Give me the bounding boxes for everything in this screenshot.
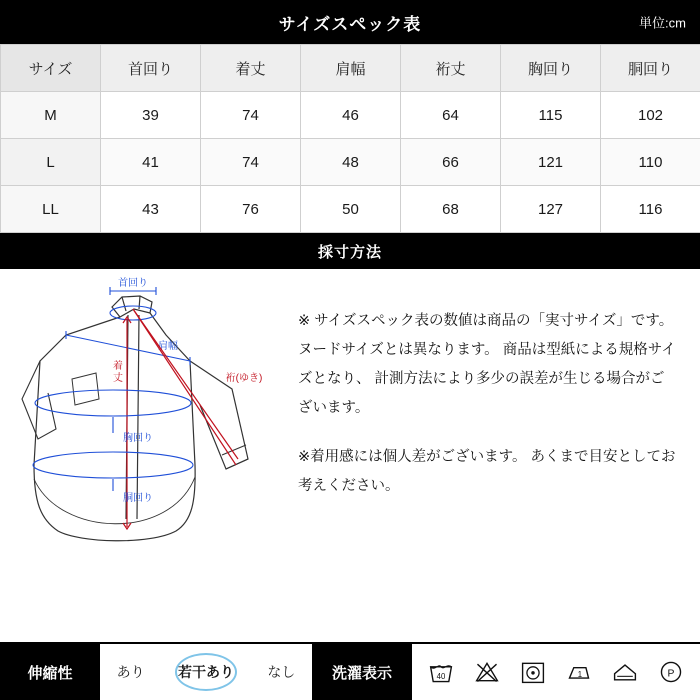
iron-1-icon [566, 659, 592, 685]
shirt-illustration-svg [0, 269, 290, 569]
cell-waist: 110 [601, 139, 700, 186]
cell-neck: 43 [101, 186, 201, 233]
cell-waist: 116 [601, 186, 700, 233]
cell-chest: 127 [501, 186, 601, 233]
measure-section-band [0, 233, 700, 269]
cell-size: L [1, 139, 101, 186]
cell-neck: 41 [101, 139, 201, 186]
cell-waist: 102 [601, 92, 700, 139]
column-header-chest: 胸回り [501, 45, 601, 92]
wash-icons [412, 644, 700, 700]
column-header-length: 着丈 [201, 45, 301, 92]
measure-section [0, 269, 700, 617]
wash-label: 洗濯表示 [312, 644, 412, 700]
professional-care-icon [658, 659, 684, 685]
wash-40-icon-text: 40 [436, 671, 446, 681]
iron-1-icon-text: 1 [577, 670, 583, 680]
label-shoulder: 肩幅 [158, 341, 178, 352]
cell-chest: 115 [501, 92, 601, 139]
stretch-option-ari[interactable]: あり [116, 664, 145, 680]
unit-label: 単位:cm [639, 15, 686, 31]
label-length-2: 丈 [113, 373, 123, 384]
stretch-label: 伸縮性 [0, 644, 100, 700]
column-header-neck: 首回り [101, 45, 201, 92]
note-2: ※着用感には個人差がございます。 あくまで目安としてお考えください。 [298, 449, 676, 494]
measure-section-title: 採寸方法 [317, 243, 382, 261]
cell-size: M [1, 92, 101, 139]
column-header-sleeve: 裄丈 [401, 45, 501, 92]
column-header-size: サイズ [1, 45, 101, 92]
cell-sleeve: 68 [401, 186, 501, 233]
tumble-dry-icon [520, 659, 546, 685]
label-sleeve: 裄(ゆき) [225, 373, 263, 384]
page-header [0, 0, 700, 44]
footer-bar [0, 642, 700, 700]
label-waist: 胴回り [123, 493, 153, 504]
page-title: サイズスペック表 [278, 14, 422, 34]
cell-chest: 121 [501, 139, 601, 186]
column-header-shoulder: 肩幅 [301, 45, 401, 92]
professional-care-icon-text: P [667, 668, 675, 680]
wash-40-icon [428, 659, 454, 685]
label-chest: 胸回り [123, 433, 153, 444]
column-header-waist: 胴回り [601, 45, 700, 92]
note-1: ※ サイズスペック表の数値は商品の「実寸サイズ」です。 ヌードサイズとは異なります。 商品は型紙による規格サイズとなり、 計測方法により多少の誤差が生じる場合がございます。 [298, 313, 676, 416]
cell-sleeve: 64 [401, 92, 501, 139]
cell-length: 74 [201, 139, 301, 186]
stretch-option-jakkan-ari[interactable]: 若干あり [176, 658, 236, 686]
cell-length: 76 [201, 186, 301, 233]
shirt-diagram [0, 269, 290, 617]
table-row [1, 92, 700, 139]
stretch-options [100, 644, 312, 700]
cell-sleeve: 66 [401, 139, 501, 186]
size-spec-table [0, 44, 700, 233]
cell-length: 74 [201, 92, 301, 139]
table-row [1, 186, 700, 233]
cell-size: LL [1, 186, 101, 233]
label-length: 着 [113, 361, 123, 372]
stretch-option-nashi[interactable]: なし [267, 664, 296, 680]
table-header-row [1, 45, 700, 92]
cell-shoulder: 48 [301, 139, 401, 186]
cell-shoulder: 50 [301, 186, 401, 233]
measure-notes [290, 269, 700, 617]
cell-shoulder: 46 [301, 92, 401, 139]
cell-neck: 39 [101, 92, 201, 139]
line-dry-icon [612, 659, 638, 685]
no-bleach-icon [474, 659, 500, 685]
label-neck: 首回り [118, 278, 148, 289]
table-row [1, 139, 700, 186]
